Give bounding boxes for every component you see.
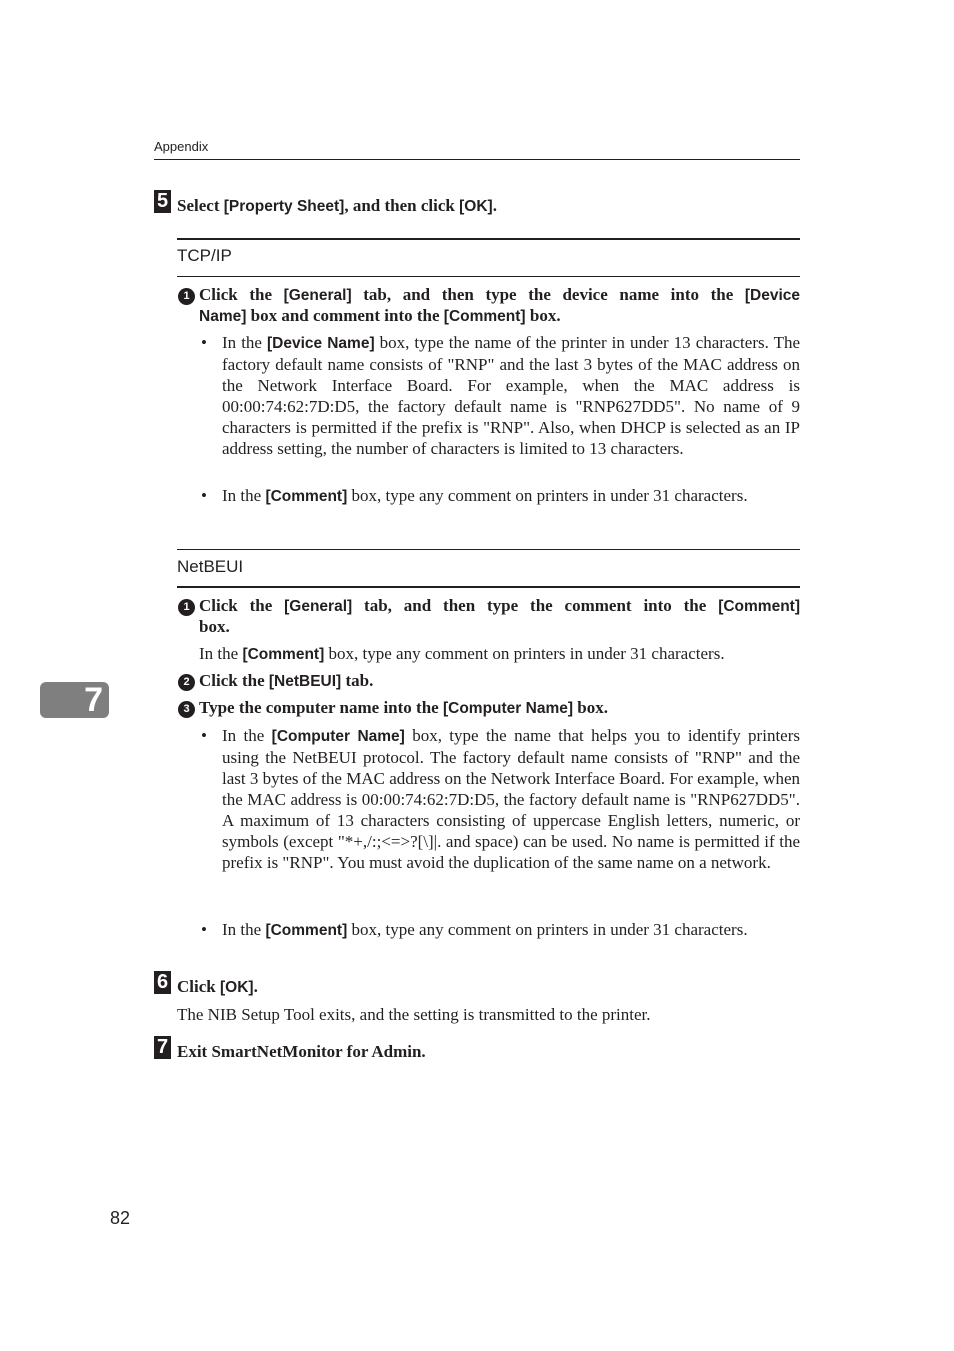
substep-3-marker: 3 (178, 701, 195, 718)
tcpip-bullet-comment: In the [Comment] box, type any comment on printers in under 31 characters. (222, 486, 748, 505)
tcpip-bullet-device-name: In the [Device Name] box, type the name of the printer in under 13 characters. The factory default name consists of "RNP" and the last 3 bytes of the MAC address on the Network Interface Board. For example, when the MAC address is 00:00:74:62:7D:D5, the factory default name is "RNP627DD5". No name of 9 characters is permitted if the prefix is "RNP". Also, when DHCP is selected as an IP address setting, the number of characters is limited to 13 characters. (222, 333, 800, 458)
tcpip-substep-1-line1: Click the [General] tab, and then type the device name into the [Device (199, 285, 800, 304)
tcpip-substep-1-line2: Name] box and comment into the [Comment] box. (199, 306, 561, 325)
section-rule-top (177, 238, 800, 240)
netbeui-substep-3: Type the computer name into the [Computer Name] box. (199, 698, 608, 717)
bullet-dot: • (201, 920, 207, 939)
step-6-body: The NIB Setup Tool exits, and the setting is transmitted to the printer. (177, 1005, 651, 1024)
step-5-instruction: Select [Property Sheet], and then click [OK]. (177, 196, 497, 215)
section-rule-bottom (177, 586, 800, 588)
netbeui-substep-1-line1: Click the [General] tab, and then type the comment into the [Comment] (199, 596, 800, 615)
section-title-netbeui: NetBEUI (177, 557, 244, 576)
page-number: 82 (110, 1208, 131, 1228)
section-rule-top (177, 549, 800, 550)
netbeui-substep-1-line2: box. (199, 617, 230, 636)
step-7-marker: 7 (154, 1036, 171, 1059)
section-title-tcpip: TCP/IP (177, 246, 232, 265)
step-6-marker: 6 (154, 971, 171, 994)
step-6-instruction: Click [OK]. (177, 977, 258, 996)
section-rule-bottom (177, 276, 800, 277)
netbeui-substep-2: Click the [NetBEUI] tab. (199, 671, 374, 690)
chapter-tab (40, 682, 109, 718)
substep-1-marker: 1 (178, 599, 195, 616)
netbeui-substep-1-body: In the [Comment] box, type any comment on printers in under 31 characters. (199, 644, 725, 663)
step-7-instruction: Exit SmartNetMonitor for Admin. (177, 1042, 426, 1061)
step-5-marker: 5 (154, 190, 171, 213)
netbeui-bullet-comment: In the [Comment] box, type any comment on printers in under 31 characters. (222, 920, 748, 939)
substep-1-marker: 1 (178, 288, 195, 305)
chapter-number: 7 (84, 681, 103, 719)
header-rule (154, 159, 800, 160)
netbeui-bullet-computer-name: In the [Computer Name] box, type the name that helps you to identify printers using the NetBEUI protocol. The factory default name consists of "RNP" and the last 3 bytes of the MAC address on the Network Interface Board. For example, when the MAC address is 00:00:74:62:7D:D5, the factory default name is "RNP627DD5". A maximum of 13 characters consisting of uppercase English letters, numeric, or symbols (except "*+,/:;<=>?[\]|. and space) can be used. No name is permitted if the prefix is "RNP". You must avoid the duplication of the same name on a network. (222, 726, 800, 872)
substep-2-marker: 2 (178, 674, 195, 691)
running-header: Appendix (154, 139, 209, 154)
bullet-dot: • (201, 726, 207, 745)
bullet-dot: • (201, 486, 207, 505)
bullet-dot: • (201, 333, 207, 352)
